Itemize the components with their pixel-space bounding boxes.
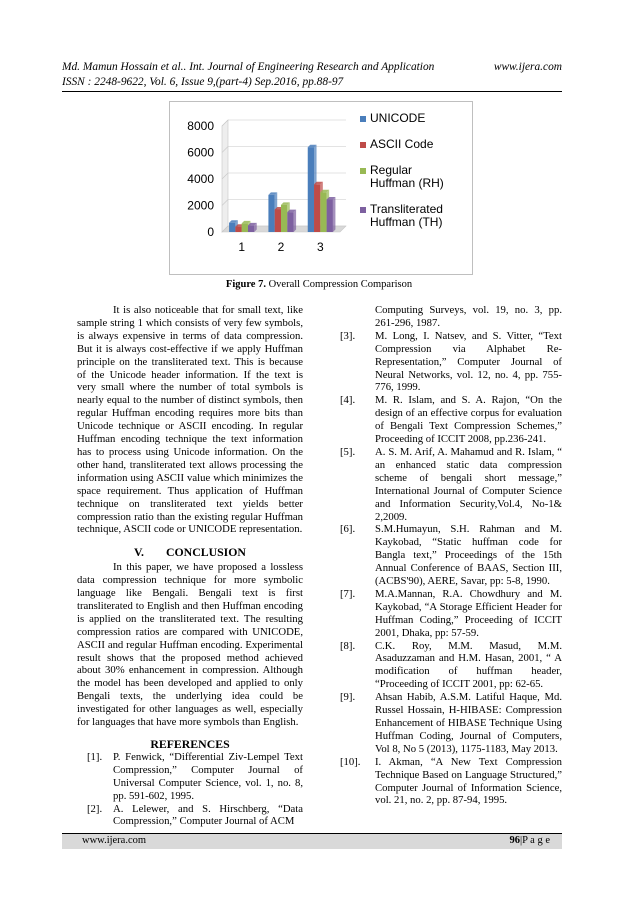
x-tick-label: 1 (238, 240, 246, 254)
reference-item (340, 446, 562, 523)
reference-continuation (340, 304, 562, 330)
reference-number: [8]. (340, 639, 356, 652)
x-tick-label: 2 (277, 240, 285, 254)
bar (308, 147, 314, 232)
footer-page-number (510, 835, 551, 846)
legend-label: Huffman (RH) (370, 176, 444, 190)
reference-item (340, 640, 562, 692)
reference-number: [4]. (340, 394, 356, 407)
reference-text: Computing Surveys, vol. 19, no. 3, pp. 261-296, 1987. (375, 304, 562, 329)
bar (314, 184, 320, 232)
reference-number: [6]. (340, 523, 356, 536)
chart-svg (170, 102, 472, 274)
reference-text: P. Fenwick, “Differential Ziv-Lempel Text Compression,” Computer Journal of Universal Computer Science, vol. 1, no. 8, pp. 591-602, 1995. (113, 750, 303, 802)
bar (248, 225, 254, 232)
bar-side (294, 210, 297, 232)
header-rule (62, 91, 562, 92)
bar (242, 223, 248, 232)
bar (320, 192, 326, 232)
reference-item (340, 523, 562, 588)
legend-label: ASCII Code (370, 137, 434, 151)
reference-item (340, 330, 562, 395)
reference-number: [9]. (340, 691, 356, 704)
footer-url[interactable]: www.ijera.com (82, 835, 147, 846)
figure-caption (0, 279, 638, 290)
reference-number: [3]. (340, 329, 356, 342)
legend-label: Transliterated (370, 202, 443, 216)
reference-text: M. Long, I. Natsev, and S. Vitter, “Text Compression via Alphabet Re-Representation,” Computer Journal of Neural Networks, vol. 12, no. 4, pp. 755-776, 1999. (375, 329, 562, 394)
y-tick-label: 2000 (187, 198, 214, 213)
legend-label: Huffman (TH) (370, 215, 443, 229)
reference-text: M.A.Mannan, R.A. Chowdhury and M. Kaykobad, “A Storage Efficient Header for Huffman Coding,” Proceeding of ICCIT 2001, Dhaka, pp: 57-59. (375, 587, 562, 639)
bar (275, 209, 281, 232)
reference-text: A. S. M. Arif, A. Mahamud and R. Islam, “ an enhanced static data compression scheme of bengali short message,” International Journal of Computer Science and Information Security,Vol.4, No-1& 2,2009. (375, 445, 562, 523)
section-number: V. (134, 545, 144, 560)
bar (327, 200, 333, 232)
y-tick-label: 6000 (187, 145, 214, 160)
y-tick-label: 0 (207, 225, 214, 239)
figure-7-chart (169, 101, 473, 275)
references-heading: REFERENCES (150, 737, 230, 751)
reference-number: [5]. (340, 445, 356, 458)
page-label: |P a g e (520, 835, 550, 846)
reference-item (340, 588, 562, 640)
legend-swatch (360, 168, 366, 174)
bar (229, 223, 235, 232)
left-column (77, 304, 303, 828)
figure-label: Figure 7. (225, 279, 266, 290)
reference-item (87, 751, 303, 803)
running-header (62, 60, 562, 89)
body-paragraph: It is also noticeable that for small text, like sample string 1 which consists of very few symbols, is always expensive in terms of data compression. But it is always cost-effective if we apply Huffman principle on the transliterated text. This is because of the Unicode header information. If the text is very small where the number of total symbols is nearly equal to the number of distinct symbols, then regular Huffman encoding requires more bits than Unicode technique or ASCII encoding. In regular Huffman encoding technique the text information has to process using Unicode information. On the other hand, transliterated text allows processing the information using ASCII value which minimizes the space requirement. Thus application of Huffman technique on transliterated text yields better compression ratio than the existing regular Huffman technique, ASCII code or UNICODE representation. (77, 304, 303, 536)
section-title: CONCLUSION (165, 545, 246, 560)
bar (235, 227, 241, 232)
legend-swatch (360, 207, 366, 213)
reference-item (340, 394, 562, 446)
page-footer (62, 833, 562, 849)
header-url[interactable]: www.ijera.com (493, 61, 562, 73)
reference-text: M. R. Islam, and S. A. Rajon, “On the design of an effective corpus for evaluation of Bengali Text Compression Schemes,” Proceeding of ICCIT 2008, pp.236-241. (375, 394, 562, 446)
y-tick-label: 4000 (187, 172, 214, 186)
legend-label: Regular (370, 163, 413, 177)
reference-item (340, 756, 562, 808)
right-column (340, 304, 562, 807)
reference-item (340, 691, 562, 756)
reference-number: [10]. (340, 755, 361, 768)
legend-swatch (360, 142, 366, 148)
bar (268, 195, 274, 232)
header-citation: Md. Mamun Hossain et al.. Int. Journal of Engineering Research and Application (62, 61, 435, 73)
legend-label: UNICODE (370, 111, 426, 125)
reference-text: A. Lelewer, and S. Hirschberg, “Data Compression,” Computer Journal of ACM (113, 802, 303, 828)
legend-swatch (360, 116, 366, 122)
header-issn: ISSN : 2248-9622, Vol. 6, Issue 9,(part-4) Sep.2016, pp.88-97 (62, 75, 344, 88)
bar (287, 212, 293, 232)
section-heading (77, 546, 303, 559)
reference-text: C.K. Roy, M.M. Masud, M.M. Asaduzzaman and H.M. Hasan, 2001, “ A modification of huffman header, “Proceeding of ICCIT 2001, pp: 62-65. (375, 639, 562, 691)
body-paragraph: In this paper, we have proposed a lossless data compression technique for more symbolic language like Bengali. Bengali text is first transliterated to English and then Huffman encoding is applied on the transliterated text. The resulting compression ratios are compared with UNICODE, ASCII and regular Huffman encoding. Experimental result shows that the proposed method achieved about 30% enhancement in compression. Although the model has been developed and applied to only Bengali texts, the underlying idea could be investigated for other languages as well, especially for languages that have more symbols than English. (77, 561, 303, 729)
bar-side (333, 197, 336, 232)
reference-number: [2]. (87, 802, 103, 815)
reference-number: [7]. (340, 587, 356, 600)
reference-item (87, 803, 303, 829)
reference-text: Ahsan Habib, A.S.M. Latiful Haque, Md. Russel Hossain, H-HIBASE: Compression Enhancement of HIBASE Technique Using Huffman Coding, Journal of Computers, Vol 8, No 5 (2013), 1175-1183, May 2013. (375, 691, 562, 755)
reference-text: I. Akman, “A New Text Compression Technique Based on Language Structured,” Computer Journal of Information Science, vol. 21, no. 2, pp. 87-94, 1995. (375, 755, 562, 807)
figure-caption-text: Overall Compression Comparison (265, 279, 413, 290)
reference-number: [1]. (87, 750, 103, 763)
page-number: 96 (509, 835, 520, 846)
reference-text: S.M.Humayun, S.H. Rahman and M. Kaykobad, “Static huffman code for Bangla text,” Proceedings of the 15th Annual Conference of BAAS, Section III, (ACBS'90), AERE, Savar, pp: 5-8, 1990. (375, 523, 562, 588)
bar (281, 205, 287, 232)
y-tick-label: 8000 (187, 119, 214, 133)
x-tick-label: 3 (316, 240, 324, 254)
